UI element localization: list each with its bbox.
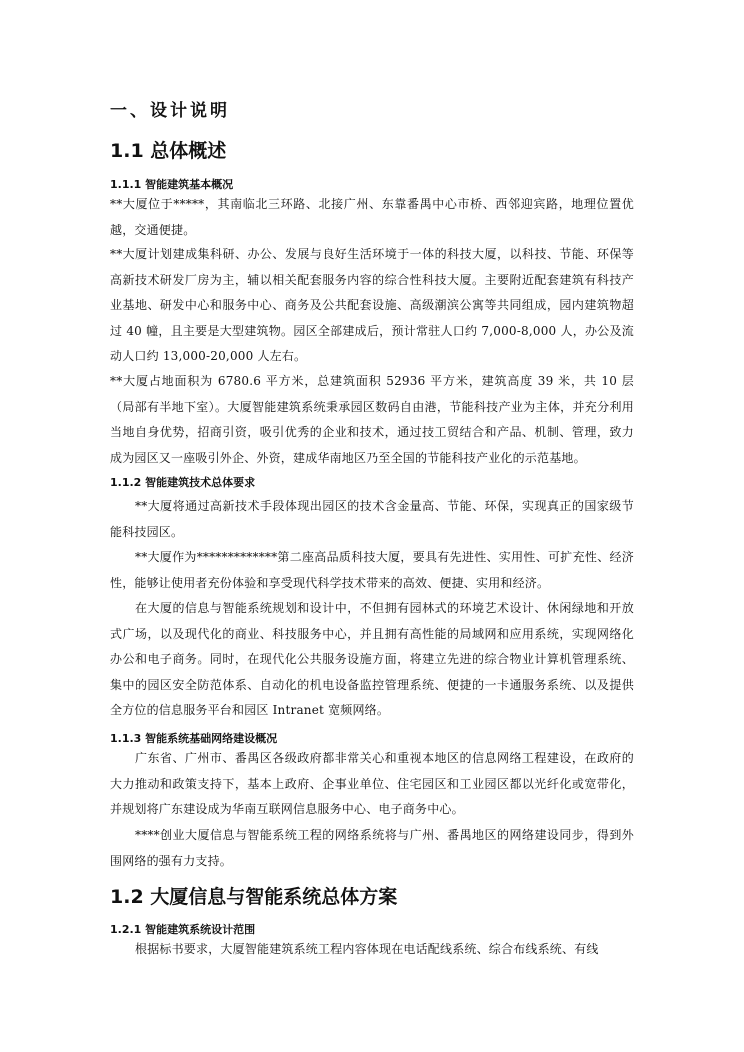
section-heading-1-2: 1.2 大厦信息与智能系统总体方案 (110, 886, 398, 908)
subsection-heading-1-1-1: 1.1.1 智能建筑基本概况 (110, 178, 234, 191)
subsection-heading-1-2-1: 1.2.1 智能建筑系统设计范围 (110, 923, 256, 936)
paragraph-location: **大厦位于*****，其南临北三环路、北接广州、东靠番禺中心市桥、西邻迎宾路，地理位置优越，交通便捷。 (110, 197, 634, 237)
paragraph-network-overview: 广东省、广州市、番禺区各级政府都非常关心和重视本地区的信息网络工程建设，在政府的大力推动和政策支持下，基本上政府、企事业单位、住宅园区和工业园区都以光纤化或宽带化，并规划将广东建设成为华南互联网信息服务中心、电子商务中心。 (110, 751, 634, 816)
paragraph-tech-goal: **大厦将通过高新技术手段体现出园区的技术含金量高、节能、环保，实现真正的国家级节能科技园区。 (110, 499, 634, 539)
section-heading-1-1: 1.1 总体概述 (110, 140, 227, 162)
subsection-heading-1-1-3: 1.1.3 智能系统基础网络建设概况 (110, 732, 278, 745)
paragraph-scope: 根据标书要求，大厦智能建筑系统工程内容体现在电话配线系统、综合布线系统、有线 (135, 942, 599, 956)
chapter-title: 一、设计说明 (110, 101, 230, 121)
paragraph-area: **大厦占地面积为 6780.6 平方米，总建筑面积 52936 平方米，建筑高度 39 米，共 10 层（局部有半地下室）。大厦智能建筑系统秉承园区数码自由港，节能科技产业为主体，并充分利用当地自身优势，招商引资，吸引优秀的企业和技术，通过技工贸结合和产品、机制、管理，致力成为园区又一座吸引外企、外资，建成华南地区乃至全国的节能科技产业化的示范基地。 (110, 374, 634, 465)
paragraph-requirements: **大厦作为*************第二座高品质科技大厦，要具有先进性、实用性、可扩充性、经济性，能够让使用者充份体验和享受现代科学技术带来的高效、便捷、实用和经济。 (110, 550, 634, 590)
paragraph-plan: **大厦计划建成集科研、办公、发展与良好生活环境于一体的科技大厦，以科技、节能、环保等高新技术研发厂房为主，辅以相关配套服务内容的综合性科技大厦。主要附近配套建筑有科技产业基地、研发中心和服务中心、商务及公共配套设施、高级潮滨公寓等共同组成，园内建筑物超过 40 幢，且主要是大型建筑物。园区全部建成后，预计常驻人口约 7,000-8,000 人，办公及流动人口约 13,000-20,000 人左右。 (110, 247, 634, 363)
paragraph-network-sync: ****创业大厦信息与智能系统工程的网络系统将与广州、番禺地区的网络建设同步，得到外围网络的强有力支持。 (110, 828, 634, 868)
paragraph-planning: 在大厦的信息与智能系统规划和设计中，不但拥有园林式的环境艺术设计、休闲绿地和开放式广场，以及现代化的商业、科技服务中心，并且拥有高性能的局域网和应用系统，实现网络化办公和电子商务。同时，在现代化公共服务设施方面，将建立先进的综合物业计算机管理系统、集中的园区安全防范体系、自动化的机电设备监控管理系统、便捷的一卡通服务系统、以及提供全方位的信息服务平台和园区 Intranet 宽频网络。 (110, 601, 634, 717)
subsection-heading-1-1-2: 1.1.2 智能建筑技术总体要求 (110, 476, 256, 489)
